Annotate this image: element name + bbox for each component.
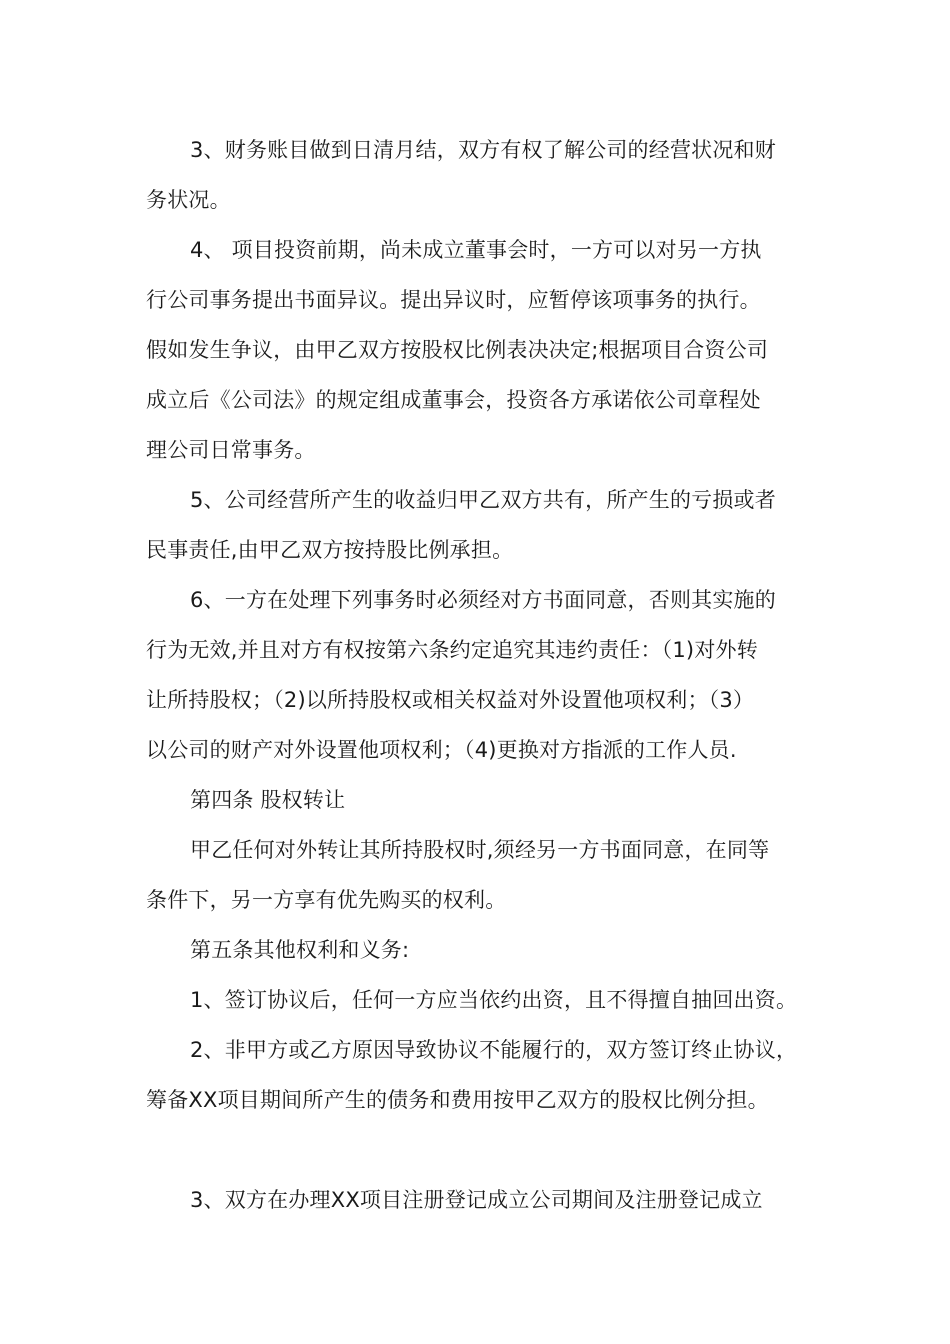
text-line: 行为无效,并且对方有权按第六条约定追究其违约责任：（1)对外转 <box>146 638 758 662</box>
text-line: 民事责任,由甲乙双方按持股比例承担。 <box>146 538 514 562</box>
text-line: 筹备XX项目期间所产生的债务和费用按甲乙双方的股权比例分担。 <box>146 1088 769 1112</box>
text-line: 让所持股权；（2)以所持股权或相关权益对外设置他项权利；（3） <box>146 688 755 712</box>
text-line: 行公司事务提出书面异议。提出异议时，应暂停该项事务的执行。 <box>146 288 761 312</box>
text-line: 成立后《公司法》的规定组成董事会，投资各方承诺依公司章程处 <box>146 388 761 412</box>
text-line: 条件下，另一方享有优先购买的权利。 <box>146 888 507 912</box>
text-line: 假如发生争议，由甲乙双方按股权比例表决决定;根据项目合资公司 <box>146 338 769 362</box>
text-line: 甲乙任何对外转让其所持股权时,须经另一方书面同意，在同等 <box>190 838 770 862</box>
text-line: 以公司的财产对外设置他项权利；（4)更换对方指派的工作人员. <box>146 738 737 762</box>
text-line: 6、一方在处理下列事务时必须经对方书面同意，否则其实施的 <box>190 588 776 612</box>
text-line: 3、双方在办理XX项目注册登记成立公司期间及注册登记成立 <box>190 1188 763 1212</box>
text-line: 理公司日常事务。 <box>146 438 316 462</box>
text-line: 2、非甲方或乙方原因导致协议不能履行的，双方签订终止协议， <box>190 1038 798 1062</box>
text-line: 务状况。 <box>146 188 231 212</box>
text-line: 4、 项目投资前期，尚未成立董事会时，一方可以对另一方执 <box>190 238 762 262</box>
section-heading: 第四条 股权转让 <box>190 788 346 812</box>
section-heading: 第五条其他权利和义务: <box>190 938 410 962</box>
text-line: 1、签订协议后，任何一方应当依约出资，且不得擅自抽回出资。 <box>190 988 798 1012</box>
text-line: 5、公司经营所产生的收益归甲乙双方共有，所产生的亏损或者 <box>190 488 776 512</box>
text-line: 3、财务账目做到日清月结，双方有权了解公司的经营状况和财 <box>190 138 776 162</box>
